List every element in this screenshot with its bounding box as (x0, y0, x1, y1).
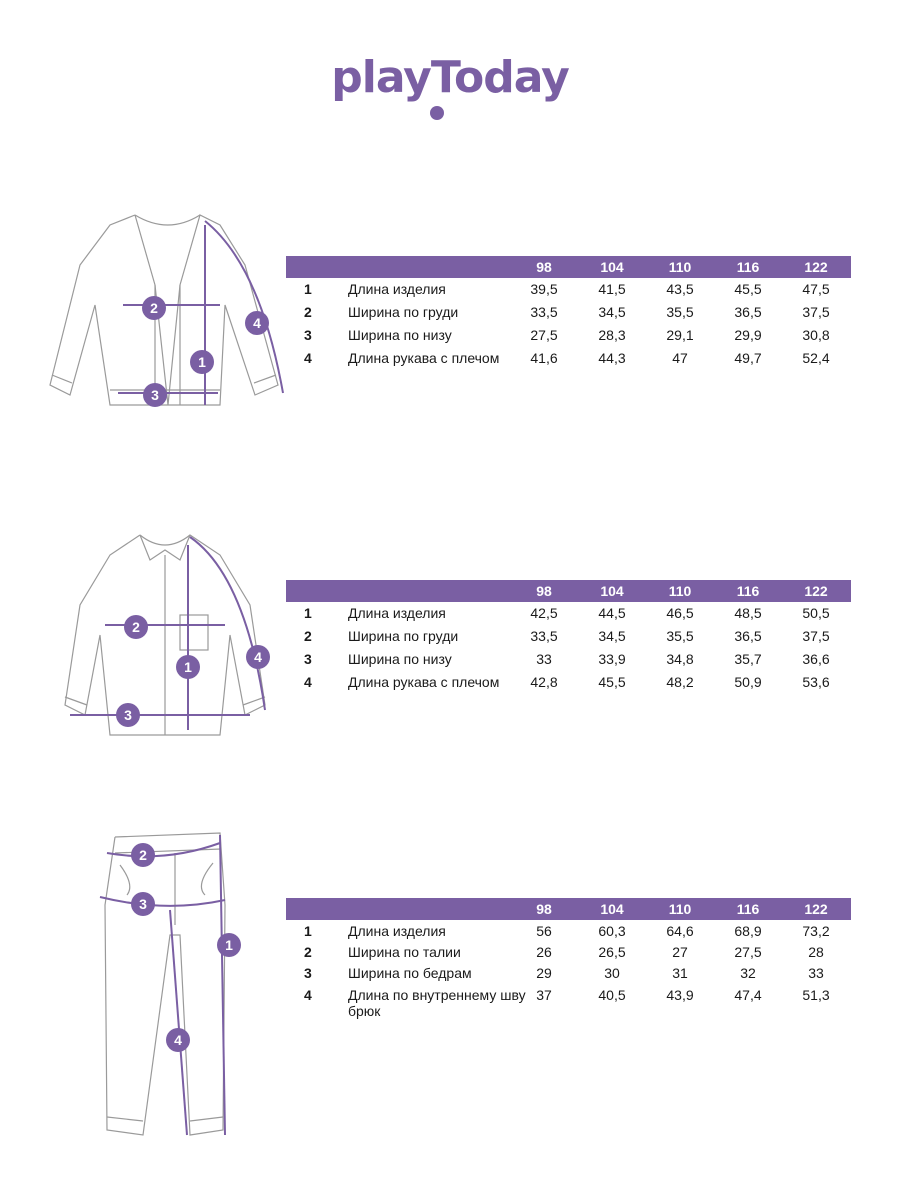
size-table-cardigan (286, 256, 851, 370)
pants-sketch (95, 825, 260, 1145)
marker-1 (217, 933, 241, 957)
marker-1 (176, 655, 200, 679)
brand-logo: playToday (331, 52, 569, 103)
size-header: 110 (668, 583, 692, 599)
svg-text:2: 2 (139, 847, 147, 863)
size-header: 98 (536, 901, 552, 917)
table-row: 2 Ширина по груди 33,5 34,5 35,5 36,5 37,5 (304, 304, 830, 320)
size-header: 122 (804, 901, 828, 917)
size-header: 104 (600, 901, 624, 917)
size-header: 122 (804, 583, 828, 599)
table-header (286, 898, 851, 920)
size-table-pants (286, 898, 851, 1019)
size-header: 104 (600, 259, 624, 275)
svg-text:4: 4 (254, 649, 262, 665)
logo-dot-icon (430, 106, 444, 120)
marker-3 (131, 892, 155, 916)
svg-text:3: 3 (151, 387, 159, 403)
size-header: 110 (668, 259, 692, 275)
size-header: 116 (736, 583, 760, 599)
table-row: 4 Длина рукава с плечом 42,8 45,5 48,2 50,9 53,6 (304, 674, 830, 690)
svg-text:3: 3 (139, 896, 147, 912)
table-row: 3 Ширина по бедрам 29 30 31 32 33 (304, 965, 824, 981)
size-header: 98 (536, 583, 552, 599)
svg-text:2: 2 (150, 300, 158, 316)
size-header: 116 (736, 901, 760, 917)
size-table-shirt (286, 580, 851, 694)
size-header: 110 (668, 901, 692, 917)
table-row: 4 Длина по внутреннему шву брюк 37 40,5 43,9 47,4 51,3 (304, 987, 830, 1019)
shirt-sketch (50, 525, 290, 745)
svg-text:1: 1 (225, 937, 233, 953)
table-header (286, 256, 851, 278)
table-row: 1 Длина изделия 42,5 44,5 46,5 48,5 50,5 (304, 605, 830, 621)
svg-text:4: 4 (253, 315, 261, 331)
size-header: 116 (736, 259, 760, 275)
svg-text:1: 1 (198, 354, 206, 370)
svg-text:2: 2 (132, 619, 140, 635)
svg-text:1: 1 (184, 659, 192, 675)
marker-4 (166, 1028, 190, 1052)
svg-text:3: 3 (124, 707, 132, 723)
marker-4 (245, 311, 269, 335)
marker-2 (124, 615, 148, 639)
table-row: 4 Длина рукава с плечом 41,6 44,3 47 49,7 52,4 (304, 350, 830, 366)
table-row: 2 Ширина по груди 33,5 34,5 35,5 36,5 37,5 (304, 628, 830, 644)
svg-text:4: 4 (174, 1032, 182, 1048)
table-row: 1 Длина изделия 39,5 41,5 43,5 45,5 47,5 (304, 281, 830, 297)
marker-3 (143, 383, 167, 407)
size-header: 98 (536, 259, 552, 275)
marker-3 (116, 703, 140, 727)
table-row: 3 Ширина по низу 33 33,9 34,8 35,7 36,6 (304, 651, 830, 667)
table-header (286, 580, 851, 602)
table-row: 3 Ширина по низу 27,5 28,3 29,1 29,9 30,8 (304, 327, 830, 343)
marker-4 (246, 645, 270, 669)
size-header: 104 (600, 583, 624, 599)
marker-2 (131, 843, 155, 867)
table-row: 1 Длина изделия 56 60,3 64,6 68,9 73,2 (304, 923, 830, 939)
cardigan-sketch (40, 205, 295, 420)
table-row: 2 Ширина по талии 26 26,5 27 27,5 28 (304, 944, 824, 960)
marker-2 (142, 296, 166, 320)
size-header: 122 (804, 259, 828, 275)
marker-1 (190, 350, 214, 374)
